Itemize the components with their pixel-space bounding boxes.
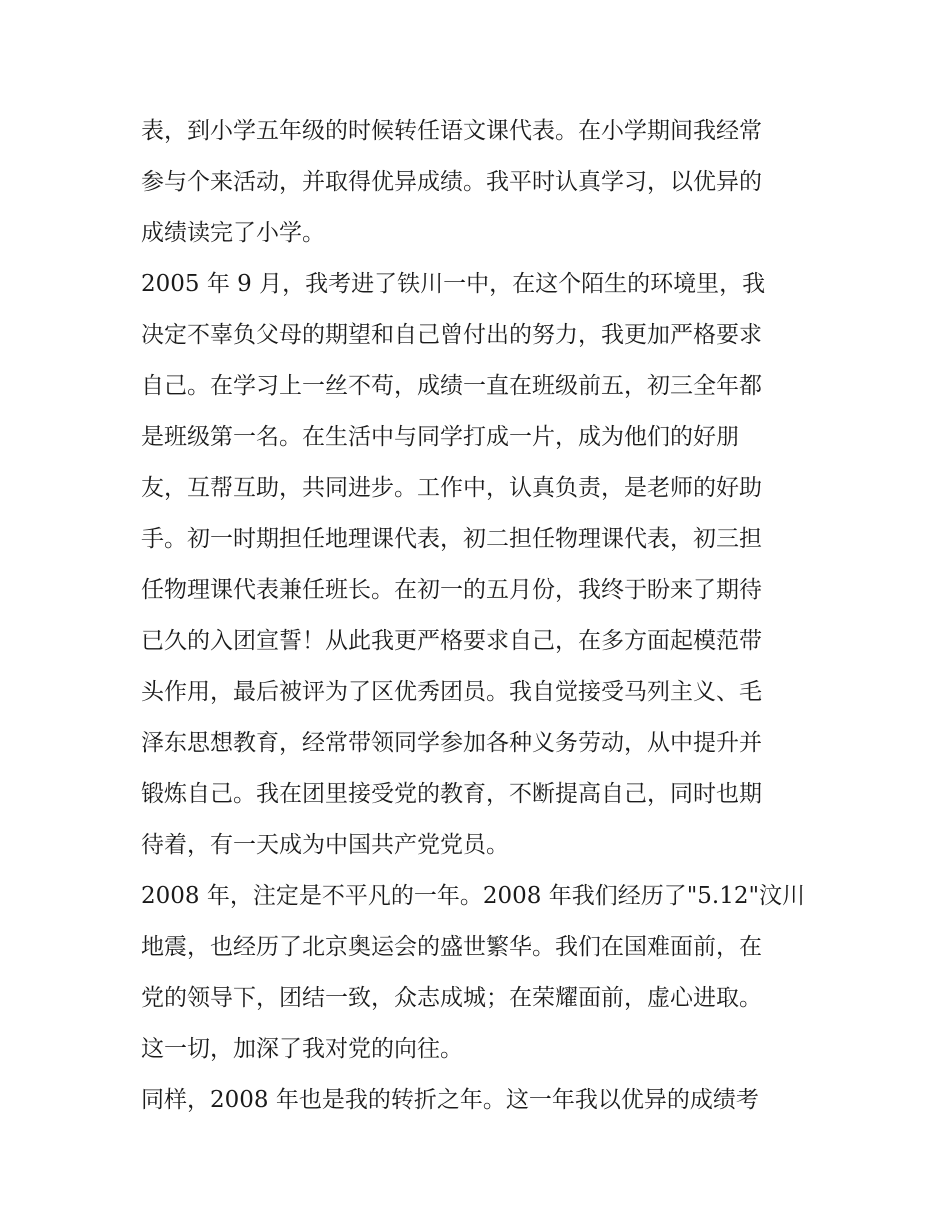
text-line: 任物理课代表兼任班长。在初一的五月份，我终于盼来了期待 — [141, 577, 762, 603]
text-line: 友，互帮互助，共同进步。工作中，认真负责，是老师的好助 — [141, 475, 762, 501]
text-line: 手。初一时期担任地理课代表，初二担任物理课代表，初三担 — [141, 526, 762, 552]
text-line: 自己。在学习上一丝不苟，成绩一直在班级前五，初三全年都 — [141, 373, 762, 399]
text-line: 已久的入团宣誓！从此我更严格要求自己，在多方面起模范带 — [141, 628, 762, 654]
text-line: 地震，也经历了北京奥运会的盛世繁华。我们在国难面前，在 — [141, 934, 762, 960]
text-line: 表，到小学五年级的时候转任语文课代表。在小学期间我经常 — [141, 118, 762, 144]
text-line: 决定不辜负父母的期望和自己曾付出的努力，我更加严格要求 — [141, 322, 762, 348]
text-line: 待着，有一天成为中国共产党党员。 — [141, 832, 509, 858]
text-line: 泽东思想教育，经常带领同学参加各种义务劳动，从中提升并 — [141, 730, 762, 756]
text-line: 头作用，最后被评为了区优秀团员。我自觉接受马列主义、毛 — [141, 679, 762, 705]
text-line: 是班级第一名。在生活中与同学打成一片，成为他们的好朋 — [141, 424, 739, 450]
document-body — [141, 106, 821, 1126]
text-line: 锻炼自己。我在团里接受党的教育，不断提高自己，同时也期 — [141, 781, 762, 807]
text-line: 党的领导下，团结一致，众志成城；在荣耀面前，虚心进取。 — [141, 985, 762, 1011]
text-line: 参与个来活动，并取得优异成绩。我平时认真学习，以优异的 — [141, 169, 762, 195]
text-line: 成绩读完了小学。 — [141, 220, 325, 246]
text-line: 2008 年，注定是不平凡的一年。2008 年我们经历了"5.12"汶川 — [141, 883, 806, 909]
text-line: 同样，2008 年也是我的转折之年。这一年我以优异的成绩考 — [141, 1087, 759, 1113]
text-line: 这一切，加深了我对党的向往。 — [141, 1036, 463, 1062]
text-line: 2005 年 9 月，我考进了铁川一中，在这个陌生的环境里，我 — [141, 271, 766, 297]
